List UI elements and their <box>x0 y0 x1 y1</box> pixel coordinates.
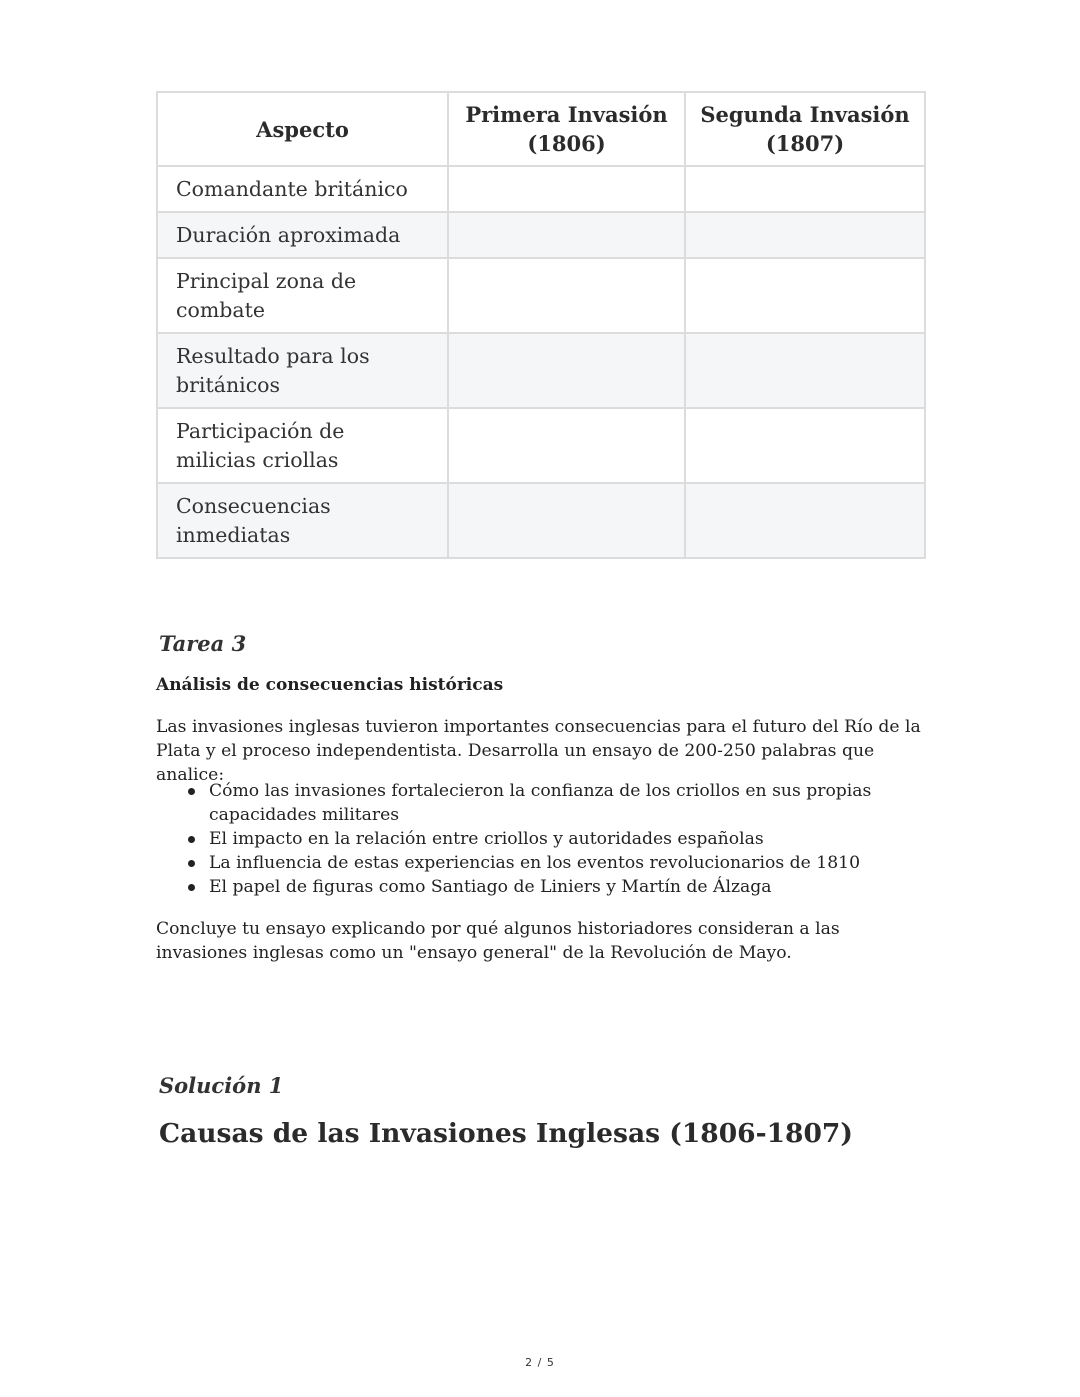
list-item <box>156 827 926 851</box>
aspect-cell: Participación de milicias criollas <box>157 408 448 483</box>
task-label: Tarea 3 <box>159 631 247 656</box>
first-invasion-cell[interactable] <box>448 333 685 408</box>
solution-title: Causas de las Invasiones Inglesas (1806-1807) <box>159 1118 853 1149</box>
list-item-text: El papel de figuras como Santiago de Liniers y Martín de Álzaga <box>209 877 772 897</box>
second-invasion-cell[interactable] <box>685 408 925 483</box>
table-row <box>157 408 925 483</box>
bullet-icon <box>188 884 195 891</box>
list-item-text: La influencia de estas experiencias en los eventos revolucionarios de 1810 <box>209 853 861 873</box>
bullet-icon <box>188 860 195 867</box>
page-number: 2 / 5 <box>525 1356 555 1369</box>
list-item-text: El impacto en la relación entre criollos y autoridades españolas <box>209 829 764 849</box>
list-item <box>156 851 926 875</box>
aspect-cell: Resultado para los británicos <box>157 333 448 408</box>
invasions-comparison-table <box>156 91 926 559</box>
second-invasion-cell[interactable] <box>685 483 925 558</box>
second-invasion-cell[interactable] <box>685 258 925 333</box>
table-row <box>157 258 925 333</box>
table-header-row <box>157 92 925 166</box>
table-row <box>157 483 925 558</box>
comparison-table-container <box>156 91 924 559</box>
table-row <box>157 333 925 408</box>
first-invasion-cell[interactable] <box>448 483 685 558</box>
second-invasion-cell[interactable] <box>685 333 925 408</box>
aspect-cell: Comandante británico <box>157 166 448 212</box>
first-invasion-cell[interactable] <box>448 258 685 333</box>
header-first-invasion: Primera Invasión (1806) <box>448 92 685 166</box>
list-item <box>156 875 926 899</box>
first-invasion-cell[interactable] <box>448 212 685 258</box>
first-invasion-cell[interactable] <box>448 408 685 483</box>
table-row <box>157 166 925 212</box>
second-invasion-cell[interactable] <box>685 166 925 212</box>
solution-label: Solución 1 <box>159 1073 284 1098</box>
list-item <box>156 779 926 827</box>
list-item-text: Cómo las invasiones fortalecieron la confianza de los criollos en sus propias capacidades militares <box>209 781 872 825</box>
bullet-icon <box>188 836 195 843</box>
task-conclusion-paragraph: Concluye tu ensayo explicando por qué algunos historiadores consideran a las invasiones inglesas como un "ensayo general" de la Revolución de Mayo. <box>156 919 840 963</box>
aspect-cell: Principal zona de combate <box>157 258 448 333</box>
table-row <box>157 212 925 258</box>
bullet-icon <box>188 788 195 795</box>
header-second-invasion: Segunda Invasión (1807) <box>685 92 925 166</box>
second-invasion-cell[interactable] <box>685 212 925 258</box>
task-intro-paragraph: Las invasiones inglesas tuvieron importantes consecuencias para el futuro del Río de la Plata y el proceso independentista. Desarrolla un ensayo de 200-250 palabras que analice: <box>156 717 921 785</box>
header-aspect: Aspecto <box>157 92 448 166</box>
aspect-cell: Duración aproximada <box>157 212 448 258</box>
aspect-cell: Consecuencias inmediatas <box>157 483 448 558</box>
task-subtitle: Análisis de consecuencias históricas <box>156 675 504 695</box>
task-bullet-list <box>156 779 926 899</box>
first-invasion-cell[interactable] <box>448 166 685 212</box>
